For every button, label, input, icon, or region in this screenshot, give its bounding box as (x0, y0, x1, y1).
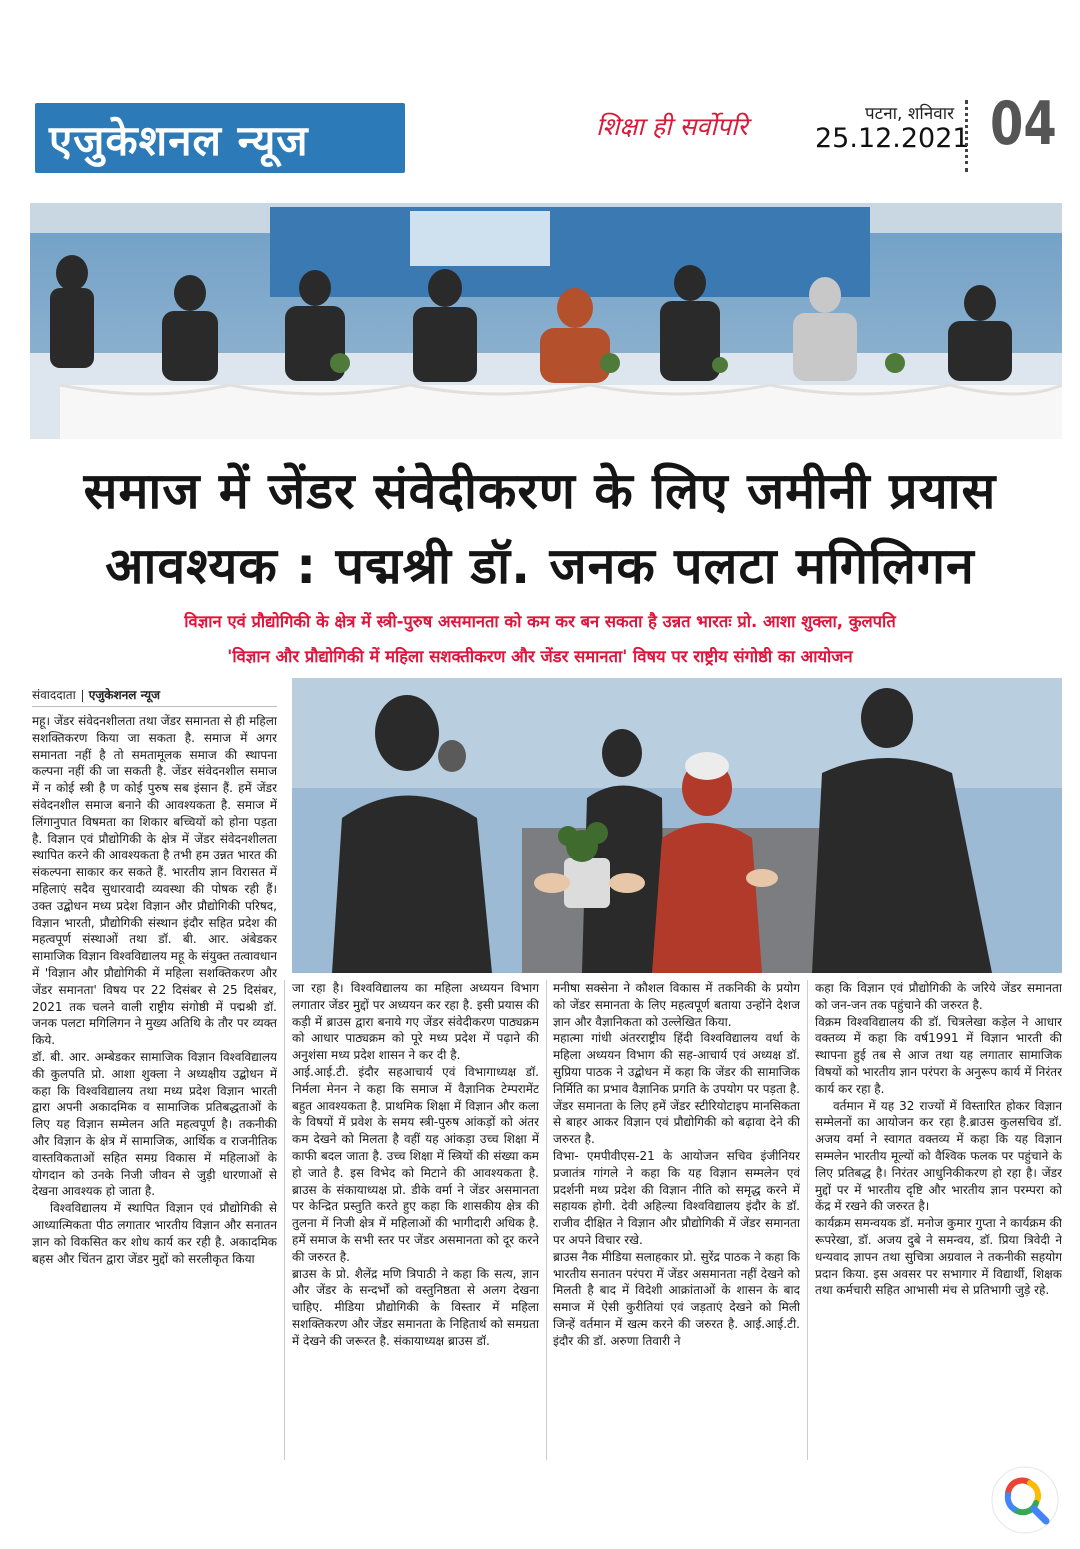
article-column-1 (32, 713, 277, 1463)
column-rule (807, 980, 808, 1460)
main-photo-plant-presentation (292, 678, 1062, 973)
google-lens-icon[interactable] (990, 1465, 1060, 1535)
subheadline-1: विज्ञान एवं प्रौद्योगिकी के क्षेत्र में स्त्री-पुरुष असमानता को कम कर बन सकता है उन्नत भारतः प्रो. आशा शुक्ला, कुलपति (184, 612, 896, 631)
article-paragraph: वर्तमान में यह 32 राज्यों में विस्तारित होकर विज्ञान सम्मेलनों का आयोजन कर रहा है.ब्राउस कुलसचिव डॉ. अजय वर्मा ने स्वागत वक्तव्य में कहा कि यह विज्ञान सम्मलेन भारतीय मूल्यों को वैश्विक फलक पर पहुंचाने के लिए प्रतिबद्ध है। निरंतर आधुनिकीकरण हो रहा है। जेंडर मुद्दों पर में भारतीय दृष्टि और भारतीय ज्ञान परम्परा को केंद्र में रखने की जरुरत है। (815, 1098, 1062, 1214)
top-photo-dais-panel (30, 203, 1062, 439)
headline-line-1: समाज में जेंडर संवेदीकरण के लिए जमीनी प्रयास (83, 462, 997, 520)
section-title: एजुकेशनल न्यूज (49, 116, 309, 165)
article-paragraph: महू। जेंडर संवेदनशीलता तथा जेंडर समानता से ही महिला सशक्तिकरण किया जा सकता है. समाज में अगर समानता नहीं है तो समतामूलक समाज की स्थापना कल्पना नहीं की जा सकती है. जेंडर संवेदनशील समाज में न कोई स्त्री है ण कोई पुरुष सब इंसान हैं. हमें जेंडर संवेदनशील समाज बनाने की आवश्यकता है. समाज में लिंगानुपात विषमता का शिकार बच्चियों को होना पड़ता है. विज्ञान एवं प्रौद्योगिकी के क्षेत्र में जेंडर संवेदनशीलता स्थापित करने की आवश्यकता है तभी हम उन्नत भारत की संकल्पना साकार कर सकते हैं. भारतीय ज्ञान विरासत में महिलाएं सदैव सुधारवादी व्यवस्था की पोषक रही हैं। उक्त उद्बोधन मध्य प्रदेश विज्ञान और प्रौद्योगिकी परिषद, विज्ञान भारती, प्रौद्योगिकी संस्थान इंदौर सहित प्रदेश की महत्वपूर्ण संस्थाओं तथा डॉ. बी. आर. अंबेडकर सामाजिक विज्ञान विश्वविद्यालय महू के संयुक्त तत्वावधान में 'विज्ञान और प्रौद्योगिकी में महिला सशक्तिकरण और जेंडर समानता' विषय पर 22 दिसंबर से 25 दिसंबर, 2021 तक चलने वाली राष्ट्रीय संगोष्ठी में पद्मश्री डॉ. जनक पलटा मगिलिगन ने मुख्य अतिथि के तौर पर व्यक्त किये. (32, 714, 277, 1048)
byline (32, 686, 160, 703)
article-paragraph: कहा कि विज्ञान एवं प्रौद्योगिकी के जरिये जेंडर समानता को जन-जन तक पहुंचाने की जरुरत है. (815, 981, 1062, 1012)
byline-source: एजुकेशनल न्यूज (88, 688, 160, 702)
article-paragraph: आई.आई.टी. इंदौर सहआचार्य एवं विभागाध्यक्ष डॉ. निर्मला मेनन ने कहा कि समाज में वैज्ञानिक टेम्परामेंट बहुत आवश्यकता है. प्राथमिक शिक्षा में विज्ञान और कला के विषयों में प्रवेश के समय स्त्री-पुरुष आंकड़ों को अंतर कम देखने को मिलता है वहीं यह आंकड़ा उच्च शिक्षा में काफी बदल जाता है. उच्च शिक्षा में स्त्रियों की संख्या कम हो जाते है. इस विभेद को मिटाने की आवश्यकता है. ब्राउस के संकायाध्यक्ष प्रो. डीके वर्मा ने जेंडर असमानता पर केन्द्रित प्रस्तुति करते हुए कहा कि शासकीय क्षेत्र की तुलना में निजी क्षेत्र में महिलाओं की भागीदारी अधिक है. हमें समाज के सभी स्तर पर जेंडर असमानता को दूर करने की जरुरत है. (292, 1064, 539, 1264)
article-paragraph: ब्राउस के प्रो. शैलेंद्र मणि त्रिपाठी ने कहा कि सत्य, ज्ञान और जेंडर के सन्दर्भों को वस्तुनिष्ठता से अलग देखना चाहिए. मीडिया प्रौद्योगिकी के विस्तार में महिला सशक्तिकरण और जेंडर समानता के निहितार्थ को समग्रता में देखने की जरूरत है. संकायाध्यक्ष ब्राउस डॉ. (292, 1266, 539, 1348)
headline-line-2: आवश्यक : पद्मश्री डॉ. जनक पलटा मगिलिगन (105, 537, 975, 595)
article-paragraph: जा रहा है। विश्वविद्यालय का महिला अध्ययन विभाग लगातार जेंडर मुद्दों पर अध्ययन कर रहा है. इसी प्रयास की कड़ी में ब्राउस द्वारा बनाये गए जेंडर संवेदीकरण पाठ्यक्रम को आधार पाठ्यक्रम को पूरे मध्य प्रदेश में पढ़ाने की अनुशंसा मध्य प्रदेश शासन ने कर दी है. (292, 981, 539, 1063)
article-paragraph: विभा- एमपीवीएस-21 के आयोजन सचिव इंजीनियर प्रजातंत्र गांगले ने कहा कि यह विज्ञान सम्मलेन एवं प्रदर्शनी मध्य प्रदेश की विज्ञान नीति को समृद्ध करने में सहायक होगी. देवी अहिल्या विश्वविद्यालय इंदौर के डॉ. राजीव दीक्षित ने विज्ञान और प्रौद्योगिकी में जेंडर समानता पर अपने विचार रखे. (553, 1148, 800, 1247)
section-banner (35, 103, 405, 173)
article-paragraph: विश्वविद्यालय में स्थापित विज्ञान एवं प्रौद्योगिकी से आध्यात्मिकता पीठ लगातार भारतीय विज्ञान और सनातन ज्ञान को विकसित कर शोध कार्य कर रही है. अकादमिक बहस और चिंतन द्वारा जेंडर मुद्दों को सरलीकृत किया (32, 1201, 277, 1266)
article-column-2 (292, 980, 539, 1463)
article-paragraph: डॉ. बी. आर. अम्बेडकर सामाजिक विज्ञान विश्वविद्यालय की कुलपति प्रो. आशा शुक्ला ने अध्यक्षीय उद्बोधन में कहा कि विश्वविद्यालय तथा मध्य प्रदेश विज्ञान भारती द्वारा अपनी अकादमिक व सामाजिक प्रतिबद्धताओं के लिए यह विज्ञान सम्मेलन अति महत्वपूर्ण है। तकनीकी और विज्ञान के क्षेत्र में सामाजिक, आर्थिक व राजनीतिक वास्तविकताओं सहित समग्र विकास में महिलाओं के योगदान को उनके निजी जीवन से जुड़ी धारणाओं से देखना आवश्यक हो जाता है. (32, 1049, 277, 1199)
article-paragraph: मनीषा सक्सेना ने कौशल विकास में तकनिकी के प्रयोग को जेंडर समानता के लिए महत्वपूर्ण बताया उन्होंने देशज ज्ञान और वैज्ञानिकता को उल्लेखित किया. (553, 981, 800, 1029)
article-paragraph: ब्राउस नैक मीडिया सलाहकार प्रो. सुरेंद्र पाठक ने कहा कि भारतीय सनातन परंपरा में जेंडर असमानता नहीं देखने को मिलती है बाद में विदेशी आक्रांताओं के शासन के बाद समाज में ऐसी कुरीतियां एवं जड़ताएं देखने को मिली जिन्हें वर्तमान में खत्म करने की जरुरत है. आई.आई.टी. इंदौर की डॉ. अरुणा तिवारी ने (553, 1249, 800, 1348)
article-column-4 (815, 980, 1062, 1463)
byline-separator (82, 690, 83, 702)
dateline-place: पटना, शनिवार (865, 104, 955, 124)
masthead (30, 89, 1065, 185)
column-rule (284, 980, 285, 1460)
article-paragraph: विक्रम विश्वविद्यालय की डॉ. चित्रलेखा कड़ेल ने आधार वक्तव्य में कहा कि वर्ष1991 में विज्ञान भारती की स्थापना हुई तब से आज तथा यह लगातार सामाजिक विषयों को भारतीय ज्ञान परंपरा के अनुरूप कार्य में निरंतर कार्य कर रहा है. (815, 1014, 1062, 1096)
byline-label: संवाददाता (32, 688, 76, 702)
subheadline-2: 'विज्ञान और प्रौद्योगिकी में महिला सशक्तीकरण और जेंडर समानता' विषय पर राष्ट्रीय संगोष्ठी का आयोजन (227, 647, 853, 666)
article-paragraph: कार्यक्रम समन्वयक डॉ. मनोज कुमार गुप्ता ने कार्यक्रम की रूपरेखा, डॉ. अजय दुबे ने समन्वय, डॉ. प्रिया त्रिवेदी ने धन्यवाद ज्ञापन तथा सुचित्रा अग्रवाल ने तकनीकी सहयोग प्रदान किया. इस अवसर पर सभागार में विद्यार्थी, शिक्षक तथा कर्मचारी सहित आभासी मंच से प्रतिभागी जुड़े रहे. (815, 1216, 1062, 1298)
dateline-date: 25.12.2021 (815, 123, 970, 154)
article-paragraph: महात्मा गांधी अंतरराष्ट्रीय हिंदी विश्वविद्यालय वर्धा के महिला अध्ययन विभाग की सह-आचार्य एवं अध्यक्ष डॉ. सुप्रिया पाठक ने उद्बोधन में कहा कि जेंडर की सामाजिक निर्मिति का प्रभाव वैज्ञानिक प्रगति के उपयोग पर पड़ता है. जेंडर समानता के लिए हमें जेंडर स्टीरियोटाइप मानसिकता से बाहर आकर विज्ञान एवं प्रौद्योगिकी को बढ़ावा देने की जरुरत है. (553, 1031, 800, 1147)
page-number: 04 (990, 89, 1057, 159)
column-rule (546, 980, 547, 1460)
masthead-divider (965, 100, 968, 172)
byline-rule (32, 706, 277, 707)
article-column-3 (553, 980, 800, 1463)
tagline: शिक्षा ही सर्वोपरि (596, 112, 748, 141)
